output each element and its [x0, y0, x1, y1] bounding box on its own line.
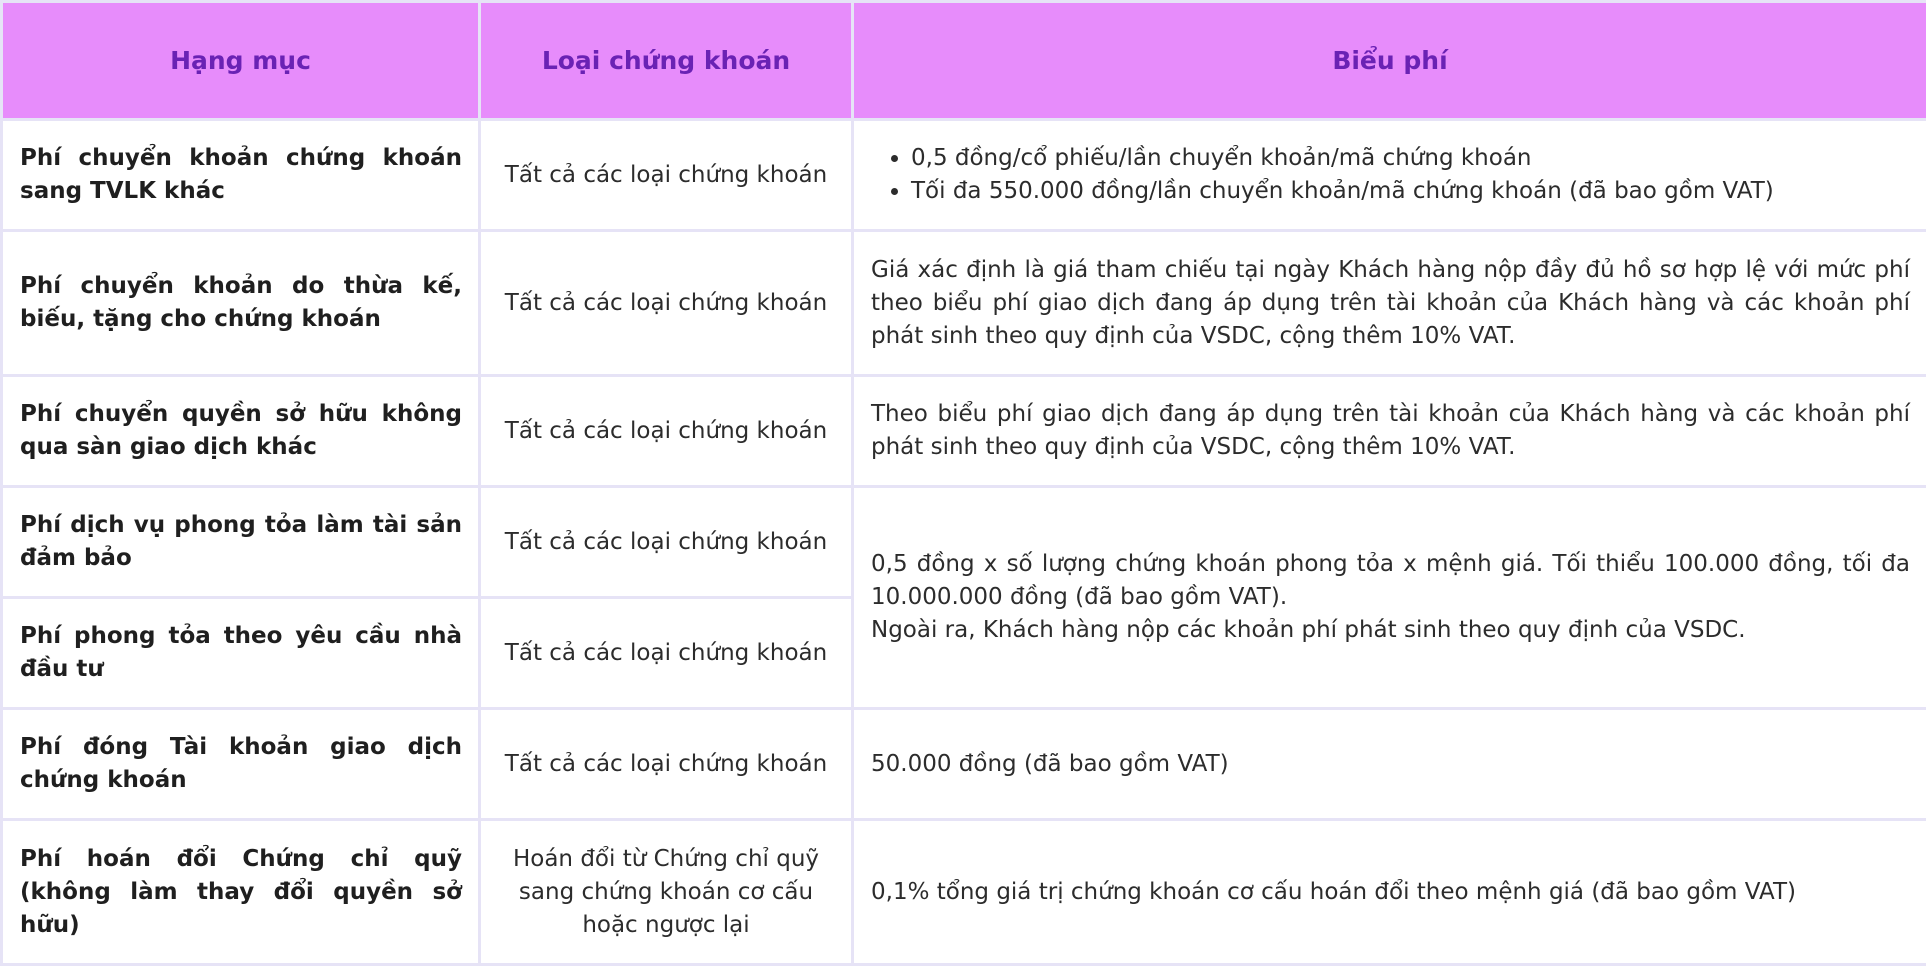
row-fee — [853, 120, 1926, 231]
row-item: Phí dịch vụ phong tỏa làm tài sản đảm bảo — [2, 487, 480, 598]
fee-bullet: • Tối đa 550.000 đồng/lần chuyển khoản/mã chứng khoán (đã bao gồm VAT) — [911, 175, 1910, 208]
table-row — [2, 487, 1926, 598]
table-row — [2, 709, 1926, 820]
row-security-type: Tất cả các loại chứng khoán — [480, 709, 853, 820]
row-security-type: Tất cả các loại chứng khoán — [480, 231, 853, 376]
row-item: Phí hoán đổi Chứng chỉ quỹ (không làm thay đổi quyền sở hữu) — [2, 820, 480, 965]
row-fee: Giá xác định là giá tham chiếu tại ngày Khách hàng nộp đầy đủ hồ sơ hợp lệ với mức phí theo biểu phí giao dịch đang áp dụng trên tài khoản của Khách hàng và các khoản phí phát sinh theo quy định của VSDC, cộng thêm 10% VAT. — [853, 231, 1926, 376]
table-row — [2, 376, 1926, 487]
row-item: Phí chuyển khoản do thừa kế, biếu, tặng cho chứng khoán — [2, 231, 480, 376]
table-header-row — [2, 2, 1926, 120]
table-row — [2, 120, 1926, 231]
header-item: Hạng mục — [2, 2, 480, 120]
header-security-type: Loại chứng khoán — [480, 2, 853, 120]
row-security-type: Tất cả các loại chứng khoán — [480, 598, 853, 709]
fee-bullet: • 0,5 đồng/cổ phiếu/lần chuyển khoản/mã chứng khoán — [911, 142, 1910, 175]
row-fee: 50.000 đồng (đã bao gồm VAT) — [853, 709, 1926, 820]
table-row — [2, 231, 1926, 376]
row-security-type: Tất cả các loại chứng khoán — [480, 120, 853, 231]
header-fee: Biểu phí — [853, 2, 1926, 120]
row-security-type: Hoán đổi từ Chứng chỉ quỹ sang chứng khoán cơ cấu hoặc ngược lại — [480, 820, 853, 965]
row-fee: 0,1% tổng giá trị chứng khoán cơ cấu hoán đổi theo mệnh giá (đã bao gồm VAT) — [853, 820, 1926, 965]
row-security-type: Tất cả các loại chứng khoán — [480, 487, 853, 598]
table-row — [2, 820, 1926, 965]
row-security-type: Tất cả các loại chứng khoán — [480, 376, 853, 487]
fee-line: 0,5 đồng x số lượng chứng khoán phong tỏa x mệnh giá. Tối thiểu 100.000 đồng, tối đa 10.000.000 đồng (đã bao gồm VAT). — [871, 551, 1910, 610]
row-fee: Theo biểu phí giao dịch đang áp dụng trên tài khoản của Khách hàng và các khoản phí phát sinh theo quy định của VSDC, cộng thêm 10% VAT. — [853, 376, 1926, 487]
fee-bullet-list — [871, 142, 1910, 208]
row-item: Phí đóng Tài khoản giao dịch chứng khoán — [2, 709, 480, 820]
row-item: Phí phong tỏa theo yêu cầu nhà đầu tư — [2, 598, 480, 709]
row-fee-merged — [853, 487, 1926, 709]
fee-line: Ngoài ra, Khách hàng nộp các khoản phí phát sinh theo quy định của VSDC. — [871, 617, 1746, 643]
row-item: Phí chuyển quyền sở hữu không qua sàn giao dịch khác — [2, 376, 480, 487]
row-item: Phí chuyển khoản chứng khoán sang TVLK khác — [2, 120, 480, 231]
